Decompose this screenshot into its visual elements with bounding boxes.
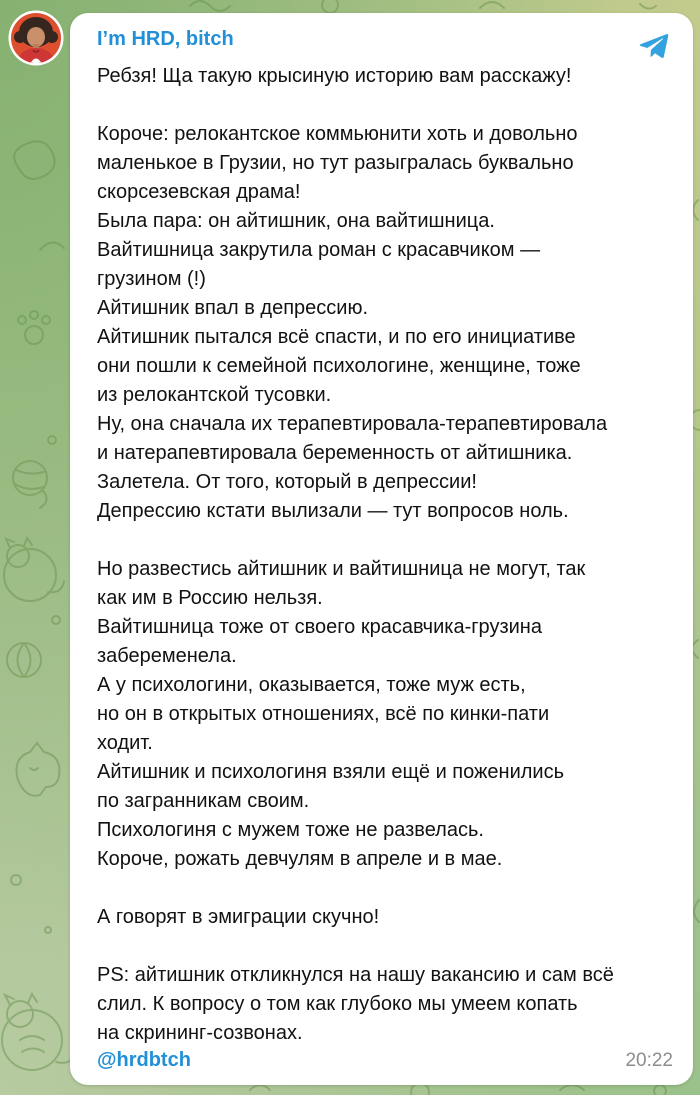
message-line [97, 526, 673, 555]
message-line: Была пара: он айтишник, она вайтишница. [97, 210, 495, 232]
message-line: Айтишник и психологиня взяли ещё и поженились [97, 761, 565, 783]
message-line [97, 932, 673, 961]
avatar-image [8, 10, 64, 66]
message-line: грузином (!) [97, 268, 206, 290]
channel-avatar[interactable] [8, 10, 64, 66]
telegram-plane-icon[interactable] [635, 27, 673, 65]
message-line: Депрессию кстати вылизали — тут вопросов ноль. [97, 500, 569, 522]
message-line: на скрининг-созвонах. [97, 1022, 303, 1044]
message-line [97, 874, 673, 903]
message-line: из релокантской тусовки. [97, 384, 332, 406]
message-line: скорсезевская драма! [97, 181, 301, 203]
message-line: забеременела. [97, 645, 237, 667]
message-line: по загранникам своим. [97, 790, 310, 812]
message-line: Но развестись айтишник и вайтишница не могут, так [97, 558, 586, 580]
message-footer [97, 1049, 673, 1072]
message-line: они пошли к семейной психологине, женщине, тоже [97, 355, 581, 377]
message-line: А говорят в эмиграции скучно! [97, 906, 380, 928]
channel-handle-link[interactable]: @hrdbtch [97, 1049, 191, 1071]
message-line: Ну, она сначала их терапевтировала-терапевтировала [97, 413, 608, 435]
message-line: но он в открытых отношениях, всё по кинки-пати [97, 703, 550, 725]
message-line: Вайтишница тоже от своего красавчика-грузина [97, 616, 542, 638]
channel-name[interactable]: I’m HRD, bitch [97, 28, 234, 50]
message-line: Вайтишница закрутила роман с красавчиком — [97, 239, 541, 261]
message-line [97, 91, 673, 120]
message-line: Айтишник впал в депрессию. [97, 297, 368, 319]
message-line: слил. К вопросу о том как глубоко мы умеем копать [97, 993, 578, 1015]
message-bubble [70, 13, 693, 1085]
message-line: Короче: релокантское коммьюнити хоть и довольно [97, 123, 578, 145]
message-header [97, 25, 673, 62]
message-line: как им в Россию нельзя. [97, 587, 323, 609]
message-timestamp: 20:22 [625, 1050, 673, 1071]
message-line: Залетела. От того, который в депрессии! [97, 471, 477, 493]
message-line: и натерапевтировала беременность от айтишника. [97, 442, 573, 464]
message-text [97, 62, 673, 1048]
message-line: PS: айтишник откликнулся на нашу вакансию и сам всё [97, 964, 614, 986]
message-line: Короче, рожать девчулям в апреле и в мае. [97, 848, 503, 870]
message-line: ходит. [97, 732, 153, 754]
message-line: маленькое в Грузии, но тут разыгралась буквально [97, 152, 574, 174]
message-line: А у психологини, оказывается, тоже муж есть, [97, 674, 526, 696]
message-line: Ребзя! Ща такую крысиную историю вам расскажу! [97, 65, 572, 87]
message-line: Айтишник пытался всё спасти, и по его инициативе [97, 326, 576, 348]
message-line: Психологиня с мужем тоже не развелась. [97, 819, 484, 841]
